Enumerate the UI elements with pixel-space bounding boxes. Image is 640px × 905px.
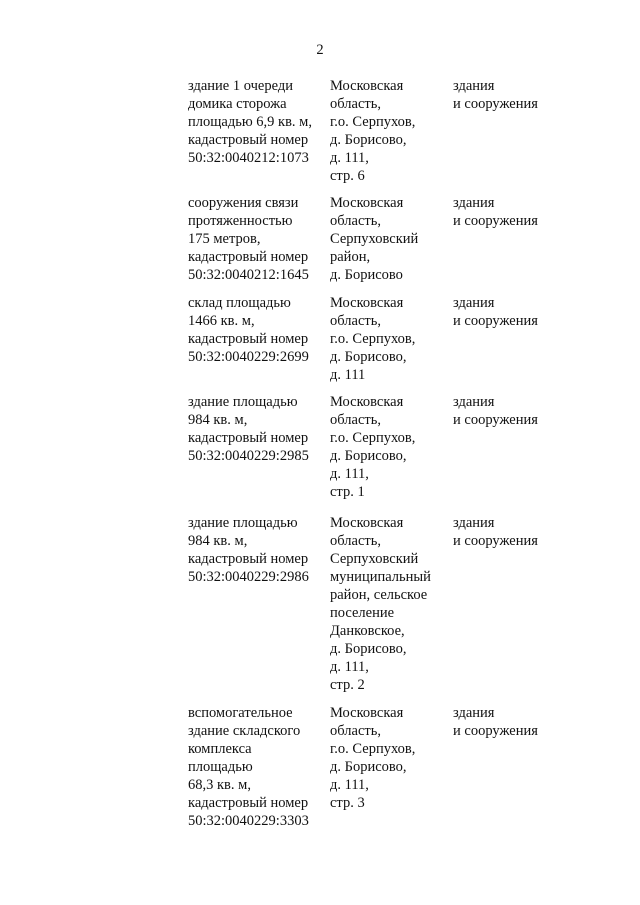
- category-cell: [453, 294, 603, 330]
- object-description-line: 50:32:0040212:1645: [188, 267, 309, 283]
- address-cell-line: д. 111,: [330, 466, 369, 482]
- address-cell-line: д. Борисово,: [330, 448, 407, 464]
- object-description-line: здание складского: [188, 723, 301, 739]
- address-cell-line: д. 111,: [330, 150, 369, 166]
- address-cell: [330, 393, 450, 501]
- object-description-line: здание 1 очереди: [188, 78, 293, 94]
- object-description-line: сооружения связи: [188, 195, 299, 211]
- address-cell-line: область,: [330, 723, 381, 739]
- address-cell-line: д. 111,: [330, 659, 369, 675]
- address-cell-line: Московская: [330, 705, 404, 721]
- category-cell-line: и сооружения: [453, 533, 538, 549]
- address-cell-line: д. Борисово: [330, 267, 403, 283]
- object-description-line: 984 кв. м,: [188, 533, 248, 549]
- object-description-line: кадастровый номер: [188, 551, 309, 567]
- category-cell-line: здания: [453, 394, 495, 410]
- category-cell-line: здания: [453, 515, 495, 531]
- category-cell: [453, 704, 603, 740]
- page-number: 2: [316, 42, 324, 58]
- object-description: [188, 294, 328, 366]
- address-cell-line: д. Борисово,: [330, 349, 407, 365]
- address-cell-line: муниципальный: [330, 569, 431, 585]
- object-description-line: протяженностью: [188, 213, 293, 229]
- category-cell-line: здания: [453, 705, 495, 721]
- address-cell-line: область,: [330, 313, 381, 329]
- object-description-line: кадастровый номер: [188, 132, 309, 148]
- address-cell: [330, 704, 450, 812]
- address-cell-line: область,: [330, 533, 381, 549]
- address-cell-line: д. 111,: [330, 777, 369, 793]
- category-cell: [453, 393, 603, 429]
- object-description-line: 50:32:0040229:2985: [188, 448, 309, 464]
- address-cell-line: Московская: [330, 394, 404, 410]
- address-cell-line: Московская: [330, 78, 404, 94]
- object-description-line: площадью 6,9 кв. м,: [188, 114, 312, 130]
- object-description-line: кадастровый номер: [188, 249, 309, 265]
- object-description-line: склад площадью: [188, 295, 291, 311]
- category-cell-line: и сооружения: [453, 313, 538, 329]
- address-cell-line: стр. 1: [330, 484, 365, 500]
- category-cell: [453, 514, 603, 550]
- object-description-line: 1466 кв. м,: [188, 313, 255, 329]
- object-description-line: 984 кв. м,: [188, 412, 248, 428]
- category-cell: [453, 194, 603, 230]
- address-cell: [330, 294, 450, 384]
- address-cell-line: Московская: [330, 295, 404, 311]
- object-description-line: кадастровый номер: [188, 331, 309, 347]
- address-cell-line: д. Борисово,: [330, 641, 407, 657]
- address-cell-line: д. Борисово,: [330, 759, 407, 775]
- address-cell-line: район,: [330, 249, 371, 265]
- address-cell-line: стр. 6: [330, 168, 365, 184]
- category-cell-line: здания: [453, 78, 495, 94]
- category-cell-line: и сооружения: [453, 213, 538, 229]
- address-cell-line: Данковское,: [330, 623, 405, 639]
- object-description-line: кадастровый номер: [188, 795, 309, 811]
- address-cell-line: район, сельское: [330, 587, 428, 603]
- address-cell-line: г.о. Серпухов,: [330, 430, 416, 446]
- address-cell-line: г.о. Серпухов,: [330, 331, 416, 347]
- object-description: [188, 704, 328, 830]
- object-description-line: вспомогательное: [188, 705, 293, 721]
- address-cell-line: область,: [330, 213, 381, 229]
- address-cell-line: Московская: [330, 195, 404, 211]
- address-cell-line: д. Борисово,: [330, 132, 407, 148]
- object-description-line: здание площадью: [188, 394, 298, 410]
- address-cell-line: область,: [330, 412, 381, 428]
- address-cell-line: Серпуховский: [330, 231, 419, 247]
- address-cell: [330, 194, 450, 284]
- object-description-line: здание площадью: [188, 515, 298, 531]
- object-description-line: 50:32:0040212:1073: [188, 150, 309, 166]
- object-description-line: 50:32:0040229:2699: [188, 349, 309, 365]
- object-description: [188, 514, 328, 586]
- category-cell-line: и сооружения: [453, 412, 538, 428]
- address-cell-line: г.о. Серпухов,: [330, 741, 416, 757]
- category-cell-line: здания: [453, 195, 495, 211]
- address-cell-line: Московская: [330, 515, 404, 531]
- address-cell-line: область,: [330, 96, 381, 112]
- address-cell-line: д. 111: [330, 367, 366, 383]
- address-cell-line: Серпуховский: [330, 551, 419, 567]
- address-cell: [330, 514, 450, 694]
- address-cell-line: г.о. Серпухов,: [330, 114, 416, 130]
- address-cell-line: стр. 2: [330, 677, 365, 693]
- object-description: [188, 194, 328, 284]
- category-cell-line: здания: [453, 295, 495, 311]
- address-cell-line: стр. 3: [330, 795, 365, 811]
- object-description-line: 50:32:0040229:2986: [188, 569, 309, 585]
- category-cell-line: и сооружения: [453, 96, 538, 112]
- object-description-line: площадью: [188, 759, 253, 775]
- object-description-line: 175 метров,: [188, 231, 261, 247]
- object-description-line: 68,3 кв. м,: [188, 777, 251, 793]
- category-cell: [453, 77, 603, 113]
- object-description: [188, 393, 328, 465]
- category-cell-line: и сооружения: [453, 723, 538, 739]
- object-description-line: комплекса: [188, 741, 252, 757]
- object-description-line: кадастровый номер: [188, 430, 309, 446]
- object-description: [188, 77, 328, 167]
- address-cell-line: поселение: [330, 605, 395, 621]
- address-cell: [330, 77, 450, 185]
- object-description-line: 50:32:0040229:3303: [188, 813, 309, 829]
- object-description-line: домика сторожа: [188, 96, 287, 112]
